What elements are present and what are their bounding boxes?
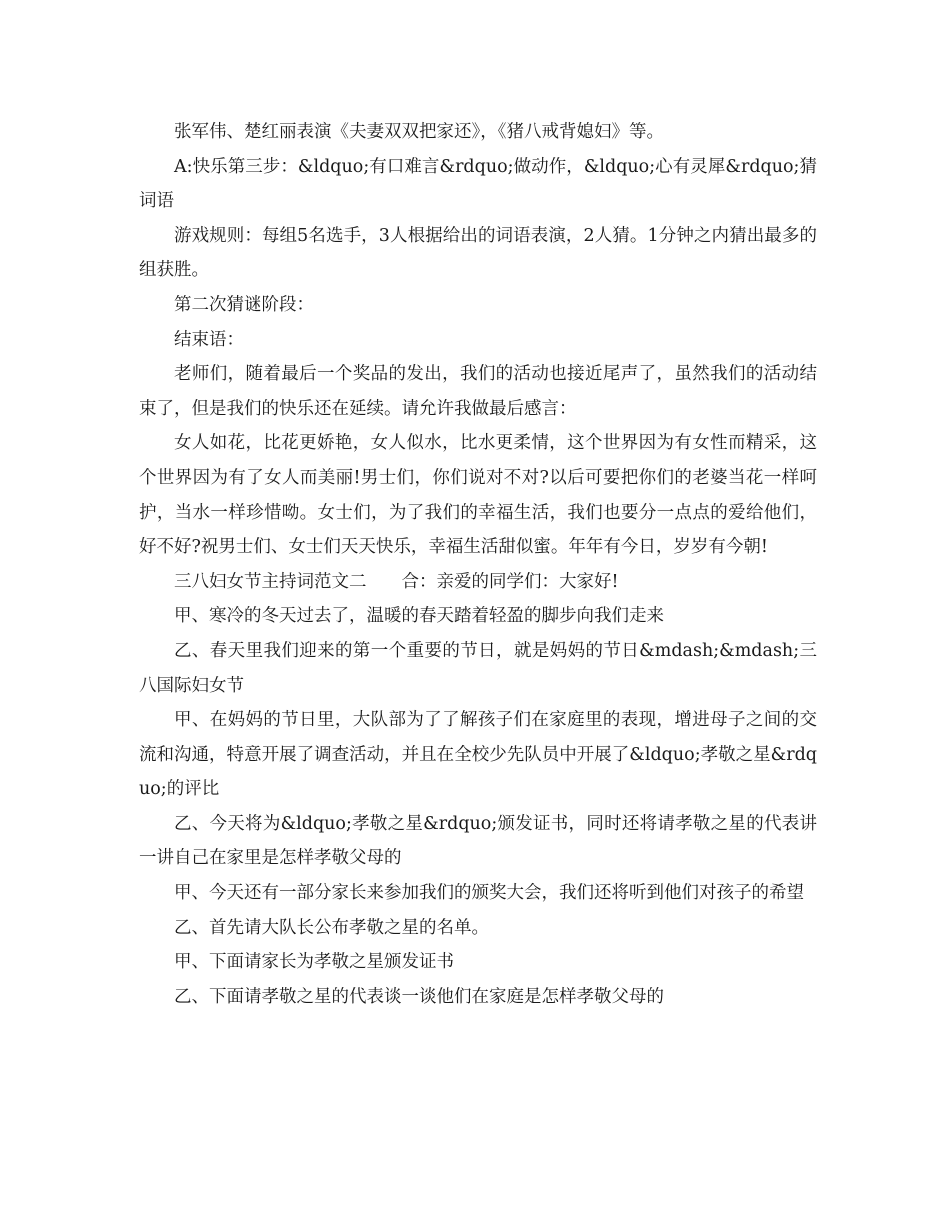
paragraph-sample-two-title: 三八妇女节主持词范文二 合：亲爱的同学们：大家好! [174,571,619,592]
paragraph-dialogue: 乙、春天里我们迎来的第一个重要的节日，就是妈妈的节日&mdash;&mdash;三八国际妇女节 [139,640,817,696]
paragraph-closing-speech: 女人如花，比花更娇艳，女人似水，比水更柔情，这个世界因为有女性而精采，这个世界因为有了女人而美丽!男士们，你们说对不对?以后可要把你们的老婆当花一样呵护，当水一样珍惜呦。女士们，为了我们的幸福生活，我们也要分一点点的爱给他们，好不好?祝男士们、女士们天天快乐，幸福生活甜似蜜。年年有今日，岁岁有今朝! [139,433,817,558]
paragraph-dialogue: 乙、今天将为&ldquo;孝敬之星&rdquo;颁发证书，同时还将请孝敬之星的代表讲一讲自己在家里是怎样孝敬父母的 [139,813,817,869]
paragraph-second-riddle: 第二次猜谜阶段： [174,294,314,315]
paragraph-closing-heading: 结束语： [174,329,244,350]
paragraph-dialogue: 乙、首先请大队长公布孝敬之星的名单。 [174,917,489,938]
document-body [139,115,817,1014]
paragraph-game-rules: 游戏规则：每组5名选手，3人根据给出的词语表演，2人猜。1分钟之内猜出最多的组获胜。 [139,225,817,281]
paragraph-step-three: A:快乐第三步：&ldquo;有口难言&rdquo;做动作，&ldquo;心有灵犀&rdquo;猜词语 [139,156,817,212]
paragraph-performance: 张军伟、楚红丽表演《夫妻双双把家还》，《猪八戒背媳妇》等。 [174,122,664,142]
paragraph-dialogue: 甲、在妈妈的节日里，大队部为了了解孩子们在家庭里的表现，增进母子之间的交流和沟通，特意开展了调查活动，并且在全校少先队员中开展了&ldquo;孝敬之星&rdquo;的评比 [139,710,817,800]
paragraph-dialogue: 乙、下面请孝敬之星的代表谈一谈他们在家庭是怎样孝敬父母的 [174,986,664,1007]
paragraph-dialogue: 甲、下面请家长为孝敬之星颁发证书 [174,952,454,973]
paragraph-dialogue: 甲、寒冷的冬天过去了，温暖的春天踏着轻盈的脚步向我们走来 [174,606,664,627]
paragraph-dialogue: 甲、今天还有一部分家长来参加我们的颁奖大会，我们还将听到他们对孩子的希望 [174,883,804,904]
paragraph-closing-intro: 老师们，随着最后一个奖品的发出，我们的活动也接近尾声了，虽然我们的活动结束了，但是我们的快乐还在延续。请允许我做最后感言： [139,364,817,419]
